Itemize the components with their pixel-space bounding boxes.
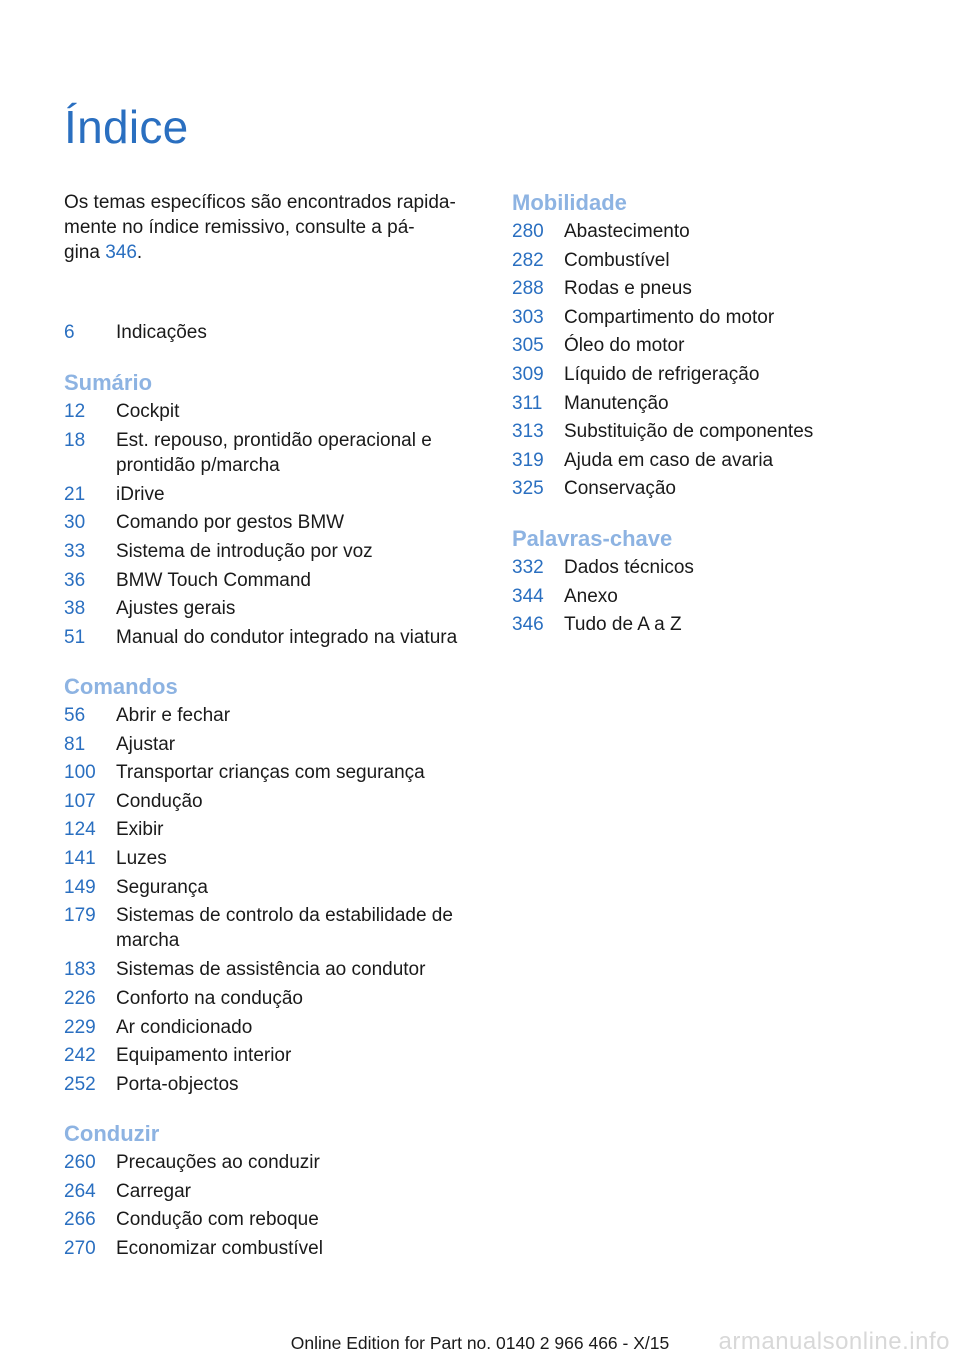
toc-entry-label[interactable]: Condução com reboque: [116, 1209, 319, 1231]
toc-entry[interactable]: [64, 903, 484, 953]
toc-entry[interactable]: [512, 276, 912, 301]
toc-entry[interactable]: [64, 482, 484, 507]
toc-entry-label[interactable]: Precauções ao conduzir: [116, 1152, 320, 1173]
toc-page-number[interactable]: 36: [64, 569, 86, 591]
toc-entry-label[interactable]: iDrive: [116, 483, 165, 505]
toc-entry-label[interactable]: Abastecimento: [564, 221, 690, 242]
toc-page-number[interactable]: 305: [512, 335, 544, 357]
section-heading-comandos: Comandos: [64, 674, 178, 699]
toc-entry-label[interactable]: Óleo do motor: [564, 335, 685, 357]
toc-entry-label[interactable]: Indicações: [116, 322, 207, 343]
toc-page-number[interactable]: 309: [512, 364, 544, 385]
toc-entry[interactable]: [512, 555, 912, 580]
toc-entry-label[interactable]: Manual do condutor integrado na viatura: [116, 626, 458, 648]
toc-page-number[interactable]: 51: [64, 626, 86, 648]
toc-entry-indicacoes[interactable]: [64, 320, 207, 345]
toc-entry-label[interactable]: Ajuda em caso de avaria: [564, 449, 774, 471]
toc-page-number[interactable]: 264: [64, 1180, 96, 1202]
toc-entry-label[interactable]: Combustível: [564, 249, 670, 271]
toc-entry[interactable]: [64, 846, 484, 871]
toc-entry-label[interactable]: Segurança: [116, 876, 208, 898]
toc-entry[interactable]: [64, 875, 484, 900]
toc-page-number[interactable]: 252: [64, 1073, 96, 1095]
toc-page-number[interactable]: 332: [512, 557, 544, 578]
toc-entry[interactable]: [512, 248, 912, 273]
toc-page-number[interactable]: 319: [512, 449, 544, 471]
toc-page-number[interactable]: 325: [512, 478, 544, 500]
toc-entry-label[interactable]: Sistema de introdução por voz: [116, 540, 373, 562]
toc-page-number[interactable]: 21: [64, 483, 86, 505]
toc-page-number[interactable]: 30: [64, 512, 86, 534]
toc-entry[interactable]: [512, 584, 912, 609]
toc-page-number[interactable]: 226: [64, 987, 96, 1009]
toc-page-number[interactable]: 260: [64, 1152, 96, 1173]
toc-entry[interactable]: [512, 333, 912, 358]
toc-entry[interactable]: [64, 539, 484, 564]
toc-page-number[interactable]: 303: [512, 306, 544, 328]
toc-entry-label[interactable]: Comando por gestos BMW: [116, 512, 345, 534]
toc-entry-label[interactable]: Sistemas de assistência ao condutor: [116, 959, 426, 981]
toc-entry[interactable]: [64, 1150, 484, 1175]
section-heading-mobilidade: Mobilidade: [512, 190, 627, 215]
toc-page-number[interactable]: 107: [64, 790, 96, 812]
toc-entry[interactable]: [512, 219, 912, 244]
toc-entry[interactable]: [64, 986, 484, 1011]
watermark-text: armanualsonline.info: [718, 1328, 950, 1355]
toc-entry[interactable]: [512, 476, 912, 501]
toc-page-number[interactable]: 124: [64, 819, 96, 841]
intro-paragraph: Os temas específicos são encontrados rapida- mente no índice remissivo, consulte a pá- gina 346.: [64, 192, 456, 263]
toc-entry[interactable]: [512, 362, 912, 387]
toc-page-number[interactable]: 242: [64, 1045, 96, 1067]
section-heading-conduzir: Conduzir: [64, 1121, 160, 1146]
toc-entry[interactable]: [64, 568, 484, 593]
toc-page-number[interactable]: 100: [64, 762, 96, 784]
footer-edition-text: Online Edition for Part no. 0140 2 966 466 - X/15: [290, 1333, 670, 1353]
toc-entry-label[interactable]: Compartimento do motor: [564, 306, 775, 328]
toc-entry[interactable]: [64, 1015, 484, 1040]
toc-entry[interactable]: [64, 789, 484, 814]
toc-page-number[interactable]: 33: [64, 540, 86, 562]
toc-entry-label[interactable]: Exibir: [116, 819, 164, 841]
toc-entry-label[interactable]: Substituição de componentes: [564, 421, 814, 443]
toc-entry[interactable]: [64, 399, 484, 424]
toc-entry-label[interactable]: Manutenção: [564, 392, 669, 414]
toc-entry-label[interactable]: Ajustes gerais: [116, 598, 236, 620]
toc-entry[interactable]: [64, 596, 484, 621]
section-heading-sumario: Sumário: [64, 370, 153, 395]
toc-page-number[interactable]: 313: [512, 421, 544, 443]
toc-entry-label[interactable]: BMW Touch Command: [116, 569, 311, 591]
toc-page-number[interactable]: 229: [64, 1016, 96, 1038]
toc-entry-label[interactable]: Rodas e pneus: [564, 278, 692, 300]
toc-entry[interactable]: [64, 1179, 484, 1204]
toc-entry-label[interactable]: Porta-objectos: [116, 1073, 239, 1095]
toc-entry[interactable]: [512, 612, 912, 637]
toc-entry[interactable]: [512, 391, 912, 416]
toc-entry-label[interactable]: Sistemas de controlo da estabilidade de marcha: [116, 905, 453, 952]
toc-entry-label[interactable]: Anexo: [564, 585, 618, 607]
toc-entry[interactable]: [512, 419, 912, 444]
toc-entry-label[interactable]: Equipamento interior: [116, 1045, 292, 1067]
toc-entry[interactable]: [64, 760, 484, 785]
toc-page-number[interactable]: 183: [64, 959, 96, 981]
toc-entry-label[interactable]: Condução: [116, 790, 203, 812]
toc-page-number[interactable]: 18: [64, 429, 86, 451]
intro-end: .: [136, 242, 143, 263]
toc-page-number[interactable]: 288: [512, 278, 544, 300]
toc-entry[interactable]: [64, 1207, 484, 1232]
toc-page-number[interactable]: 280: [512, 221, 544, 242]
toc-page-number[interactable]: 149: [64, 876, 96, 898]
toc-page-number[interactable]: 282: [512, 249, 544, 271]
toc-entry-label[interactable]: Est. repouso, prontidão operacional e prontidão p/marcha: [116, 429, 432, 476]
toc-page-number[interactable]: 81: [64, 733, 86, 755]
toc-entry[interactable]: [64, 1043, 484, 1068]
toc-entry[interactable]: [64, 1236, 484, 1261]
toc-page-number[interactable]: 56: [64, 705, 86, 726]
toc-entry-label[interactable]: Abrir e fechar: [116, 705, 231, 726]
toc-entry-label[interactable]: Cockpit: [116, 401, 180, 422]
toc-page-number[interactable]: 311: [512, 392, 543, 414]
toc-entry[interactable]: [64, 957, 484, 982]
section-heading-palavras-chave: Palavras-chave: [512, 526, 673, 551]
toc-page-number[interactable]: 179: [64, 905, 96, 927]
toc-entry[interactable]: [512, 305, 912, 330]
toc-entry-label[interactable]: Tudo de A a Z: [564, 614, 682, 636]
toc-entry-label[interactable]: Ar condicionado: [116, 1016, 253, 1038]
toc-entry[interactable]: [64, 732, 484, 757]
toc-entry-label[interactable]: Líquido de refrigeração: [564, 364, 760, 385]
toc-entry[interactable]: [64, 428, 484, 478]
toc-entry[interactable]: [64, 817, 484, 842]
toc-entry[interactable]: [64, 1072, 484, 1097]
toc-page-number[interactable]: 6: [64, 322, 75, 343]
toc-page-number[interactable]: 266: [64, 1209, 96, 1231]
toc-entry-label[interactable]: Luzes: [116, 848, 167, 869]
toc-page-number[interactable]: 12: [64, 401, 86, 422]
toc-page-number[interactable]: 270: [64, 1237, 96, 1259]
toc-entry-label[interactable]: Carregar: [116, 1180, 191, 1202]
toc-entry-label[interactable]: Conforto na condução: [116, 987, 303, 1009]
toc-page-number[interactable]: 344: [512, 585, 544, 607]
toc-entry-label[interactable]: Ajustar: [116, 733, 176, 755]
toc-entry-label[interactable]: Conservação: [564, 478, 676, 500]
toc-page-number[interactable]: 346: [512, 614, 544, 636]
toc-entry[interactable]: [64, 703, 484, 728]
toc-page-number[interactable]: 38: [64, 598, 86, 620]
toc-entry[interactable]: [64, 510, 484, 535]
toc-entry[interactable]: [64, 625, 484, 650]
page-title: Índice: [64, 101, 189, 153]
toc-entry[interactable]: [512, 448, 912, 473]
toc-entry-label[interactable]: Transportar crianças com segurança: [116, 762, 425, 784]
intro-page-link[interactable]: 346: [105, 242, 137, 263]
toc-entry-label[interactable]: Economizar combustível: [116, 1237, 323, 1259]
toc-page-number[interactable]: 141: [64, 848, 96, 869]
toc-entry-label[interactable]: Dados técnicos: [564, 557, 694, 578]
